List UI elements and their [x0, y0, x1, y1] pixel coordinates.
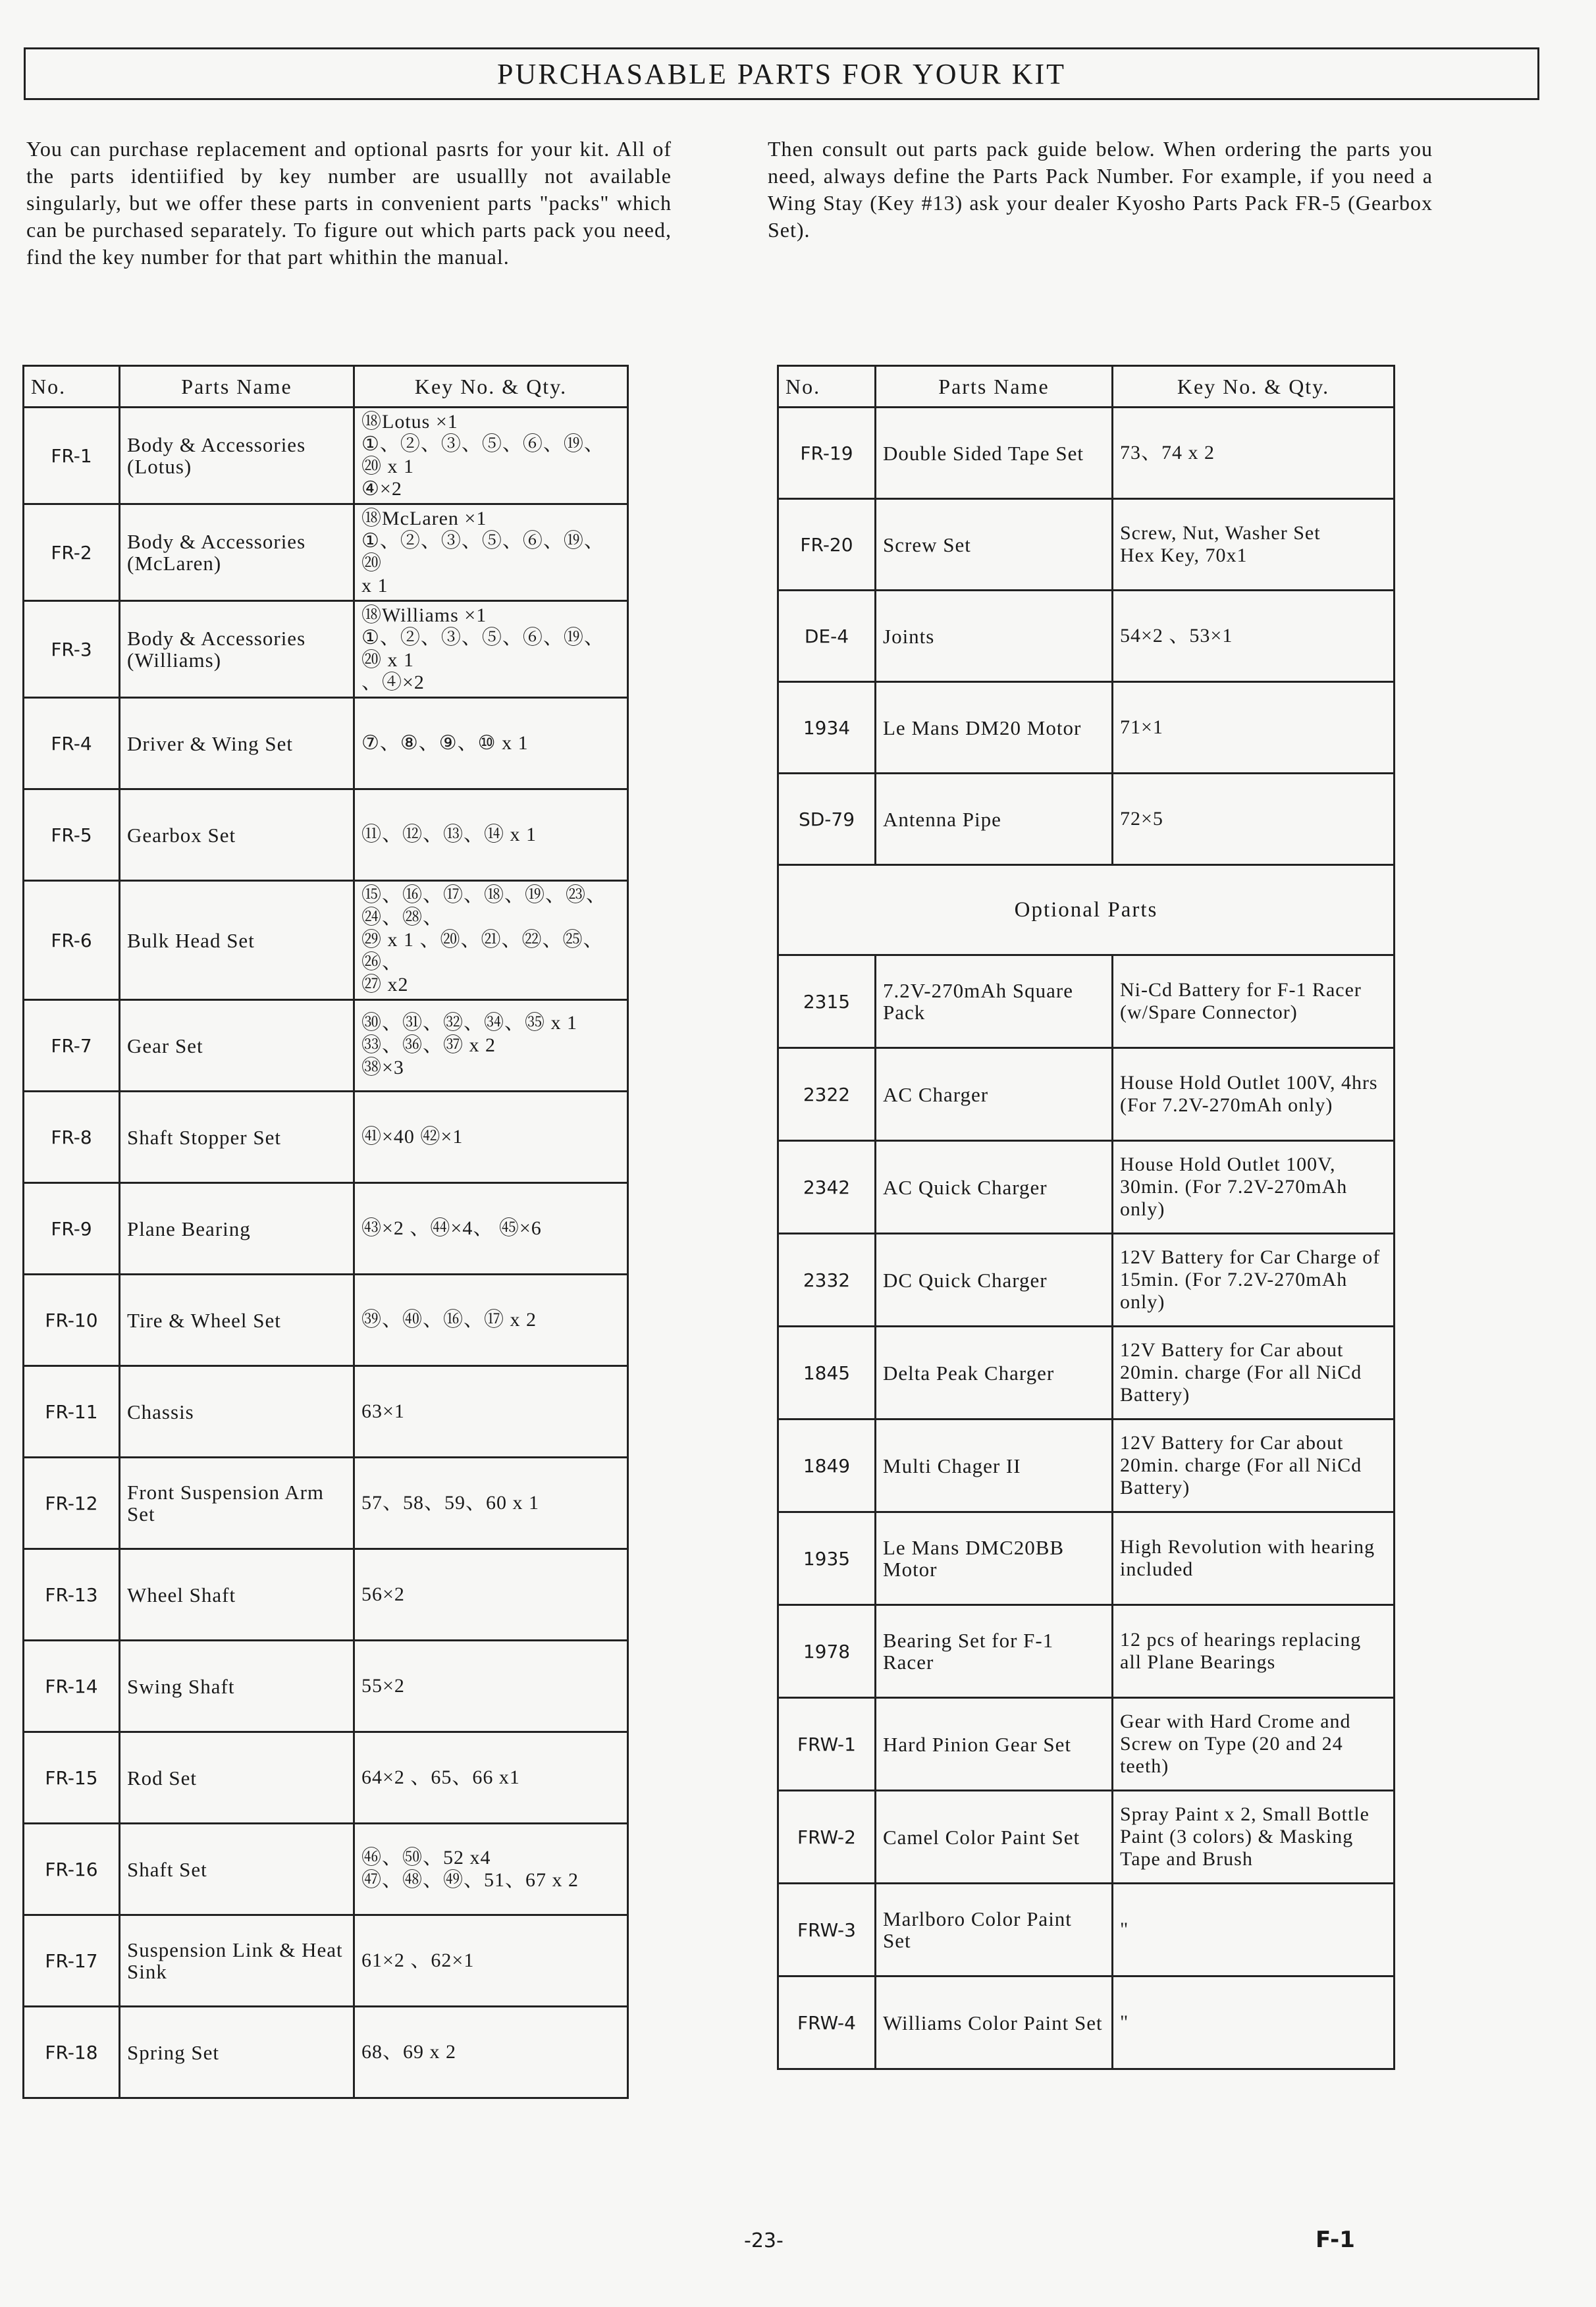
part-name: Le Mans DM20 Motor — [876, 682, 1113, 774]
table-row — [24, 1824, 628, 1915]
table-row — [24, 789, 628, 881]
table-row — [778, 1976, 1395, 2069]
parts-table-right-body — [778, 408, 1395, 2069]
key-quantity: 12 pcs of hearings replacing all Plane Bearings — [1113, 1605, 1395, 1698]
key-quantity: 64×2 、65、66 x1 — [354, 1732, 628, 1824]
part-name: Gearbox Set — [120, 789, 354, 881]
part-name: Joints — [876, 591, 1113, 682]
part-number: FRW-4 — [778, 1976, 876, 2069]
key-quantity: " — [1113, 1976, 1395, 2069]
table-row — [24, 1092, 628, 1183]
part-number: 2332 — [778, 1234, 876, 1327]
key-quantity: 12V Battery for Car Charge of 15min. (For 7.2V-270mAh only) — [1113, 1234, 1395, 1327]
table-row — [24, 504, 628, 601]
part-name: Camel Color Paint Set — [876, 1791, 1113, 1884]
key-quantity: ㊸×2 、㊹×4、 ㊺×6 — [354, 1183, 628, 1275]
part-name: Shaft Set — [120, 1824, 354, 1915]
part-name: Body & Accessories (Williams) — [120, 601, 354, 698]
key-quantity: ㊴、㊵、⑯、⑰ x 2 — [354, 1275, 628, 1366]
table-row — [24, 2007, 628, 2098]
key-quantity: ⑪、⑫、⑬、⑭ x 1 — [354, 789, 628, 881]
table-row — [778, 774, 1395, 865]
part-name: Gear Set — [120, 1000, 354, 1092]
part-number: FR-5 — [24, 789, 120, 881]
part-number: FR-8 — [24, 1092, 120, 1183]
part-number: FR-2 — [24, 504, 120, 601]
part-name: AC Quick Charger — [876, 1141, 1113, 1234]
part-name: Plane Bearing — [120, 1183, 354, 1275]
part-name: Screw Set — [876, 499, 1113, 591]
part-name: Bulk Head Set — [120, 881, 354, 1000]
key-quantity: 68、69 x 2 — [354, 2007, 628, 2098]
key-quantity: Spray Paint x 2, Small Bottle Paint (3 colors) & Masking Tape and Brush — [1113, 1791, 1395, 1884]
table-row — [24, 1458, 628, 1549]
part-name: Body & Accessories (McLaren) — [120, 504, 354, 601]
intro-paragraph-right: Then consult out parts pack guide below. When ordering the parts you need, always define the Parts Pack Number. For example, if you need a Wing Stay (Key #13) ask your dealer Kyosho Parts Pack FR-5 (Gearbox Set). — [768, 137, 1433, 242]
part-number: 2322 — [778, 1048, 876, 1141]
part-number: FR-1 — [24, 408, 120, 504]
table-row — [778, 408, 1395, 499]
part-number: FR-19 — [778, 408, 876, 499]
part-number: 1849 — [778, 1419, 876, 1512]
key-quantity: House Hold Outlet 100V, 4hrs (For 7.2V-270mAh only) — [1113, 1048, 1395, 1141]
part-number: FR-15 — [24, 1732, 120, 1824]
key-quantity: ㊻、㊿、52 x4 ㊼、㊽、㊾、51、67 x 2 — [354, 1824, 628, 1915]
key-quantity: ㉚、㉛、㉜、㉞、㉟ x 1 ㉝、㊱、㊲ x 2 ㊳×3 — [354, 1000, 628, 1092]
table-header-row — [778, 366, 1395, 408]
parts-table-right — [777, 365, 1395, 2070]
part-name: Marlboro Color Paint Set — [876, 1884, 1113, 1976]
part-number: 1845 — [778, 1327, 876, 1419]
header-key-qty: Key No. & Qty. — [1113, 366, 1395, 408]
key-quantity: ⑦、⑧、⑨、⑩ x 1 — [354, 698, 628, 789]
part-name: Suspension Link & Heat Sink — [120, 1915, 354, 2007]
table-row — [24, 1641, 628, 1732]
parts-table-left — [22, 365, 629, 2099]
key-quantity: " — [1113, 1884, 1395, 1976]
table-row — [778, 499, 1395, 591]
key-quantity: ⑮、⑯、⑰、⑱、⑲、㉓、㉔、㉘、 ㉙ x 1 、⑳、㉑、㉒、㉕、㉖、 ㉗ x2 — [354, 881, 628, 1000]
table-row — [778, 1791, 1395, 1884]
intro-paragraph-left: You can purchase replacement and optional pasrts for your kit. All of the parts identiified by key number are usuallly not available singularly, but we offer these parts in convenient parts "packs" which can be purchased separately. To figure out which parts pack you need, find the key number for that part whithin the manual. — [26, 137, 672, 269]
part-name: Spring Set — [120, 2007, 354, 2098]
table-row — [24, 698, 628, 789]
part-name: Le Mans DMC20BB Motor — [876, 1512, 1113, 1605]
page-title: PURCHASABLE PARTS FOR YOUR KIT — [24, 47, 1539, 100]
table-row — [24, 1549, 628, 1641]
part-name: Wheel Shaft — [120, 1549, 354, 1641]
part-number: FR-16 — [24, 1824, 120, 1915]
header-parts-name: Parts Name — [120, 366, 354, 408]
section-code: F-1 — [1316, 2227, 1355, 2253]
key-quantity: Ni-Cd Battery for F-1 Racer (w/Spare Connector) — [1113, 955, 1395, 1048]
part-number: FRW-3 — [778, 1884, 876, 1976]
part-number: FR-10 — [24, 1275, 120, 1366]
part-number: FR-3 — [24, 601, 120, 698]
header-no: No. — [24, 366, 120, 408]
key-quantity: 61×2 、62×1 — [354, 1915, 628, 2007]
part-number: FR-6 — [24, 881, 120, 1000]
key-quantity: House Hold Outlet 100V, 30min. (For 7.2V-270mAh only) — [1113, 1141, 1395, 1234]
parts-table-left-body — [24, 408, 628, 2098]
table-row — [778, 1698, 1395, 1791]
part-name: Chassis — [120, 1366, 354, 1458]
header-key-qty: Key No. & Qty. — [354, 366, 628, 408]
part-name: Bearing Set for F-1 Racer — [876, 1605, 1113, 1698]
table-header-row — [24, 366, 628, 408]
table-row — [24, 1275, 628, 1366]
part-number: 2342 — [778, 1141, 876, 1234]
key-quantity: High Revolution with hearing included — [1113, 1512, 1395, 1605]
part-name: DC Quick Charger — [876, 1234, 1113, 1327]
table-row — [24, 408, 628, 504]
table-row — [778, 1419, 1395, 1512]
table-row — [778, 1512, 1395, 1605]
part-number: 2315 — [778, 955, 876, 1048]
table-row — [24, 1915, 628, 2007]
part-name: Delta Peak Charger — [876, 1327, 1113, 1419]
part-name: AC Charger — [876, 1048, 1113, 1141]
part-number: FRW-1 — [778, 1698, 876, 1791]
part-number: SD-79 — [778, 774, 876, 865]
table-row — [778, 1141, 1395, 1234]
table-row — [24, 1366, 628, 1458]
key-quantity: 71×1 — [1113, 682, 1395, 774]
key-quantity: 73、74 x 2 — [1113, 408, 1395, 499]
part-name: Shaft Stopper Set — [120, 1092, 354, 1183]
part-name: Tire & Wheel Set — [120, 1275, 354, 1366]
key-quantity: 12V Battery for Car about 20min. charge (For all NiCd Battery) — [1113, 1419, 1395, 1512]
part-name: Body & Accessories (Lotus) — [120, 408, 354, 504]
key-quantity: 63×1 — [354, 1366, 628, 1458]
part-number: FR-4 — [24, 698, 120, 789]
key-quantity: ⑱McLaren ×1 ①、②、③、⑤、⑥、⑲、⑳ x 1 — [354, 504, 628, 601]
key-quantity: Screw, Nut, Washer Set Hex Key, 70x1 — [1113, 499, 1395, 591]
part-number: FR-7 — [24, 1000, 120, 1092]
part-number: 1934 — [778, 682, 876, 774]
part-number: FR-17 — [24, 1915, 120, 2007]
part-number: FR-18 — [24, 2007, 120, 2098]
part-number: FR-20 — [778, 499, 876, 591]
key-quantity: 72×5 — [1113, 774, 1395, 865]
part-number: FR-14 — [24, 1641, 120, 1732]
header-parts-name: Parts Name — [876, 366, 1113, 408]
table-row — [24, 1183, 628, 1275]
table-row — [778, 955, 1395, 1048]
part-name: Driver & Wing Set — [120, 698, 354, 789]
part-name: Double Sided Tape Set — [876, 408, 1113, 499]
table-row — [778, 1884, 1395, 1976]
table-row — [24, 881, 628, 1000]
optional-parts-label: Optional Parts — [778, 865, 1395, 955]
table-row — [24, 601, 628, 698]
key-quantity: 57、58、59、60 x 1 — [354, 1458, 628, 1549]
part-number: FR-9 — [24, 1183, 120, 1275]
key-quantity: Gear with Hard Crome and Screw on Type (20 and 24 teeth) — [1113, 1698, 1395, 1791]
part-name: Hard Pinion Gear Set — [876, 1698, 1113, 1791]
part-name: Williams Color Paint Set — [876, 1976, 1113, 2069]
part-name: Rod Set — [120, 1732, 354, 1824]
key-quantity: ⑱Lotus ×1 ①、②、③、⑤、⑥、⑲、⑳ x 1 ④×2 — [354, 408, 628, 504]
part-name: Multi Chager II — [876, 1419, 1113, 1512]
part-name: Antenna Pipe — [876, 774, 1113, 865]
table-row — [778, 1234, 1395, 1327]
optional-parts-header-row — [778, 865, 1395, 955]
key-quantity: 56×2 — [354, 1549, 628, 1641]
key-quantity: 54×2 、53×1 — [1113, 591, 1395, 682]
part-number: DE-4 — [778, 591, 876, 682]
part-name: Front Suspension Arm Set — [120, 1458, 354, 1549]
part-number: 1978 — [778, 1605, 876, 1698]
part-name: Swing Shaft — [120, 1641, 354, 1732]
part-number: FRW-2 — [778, 1791, 876, 1884]
key-quantity: 12V Battery for Car about 20min. charge (For all NiCd Battery) — [1113, 1327, 1395, 1419]
key-quantity: ⑱Williams ×1 ①、②、③、⑤、⑥、⑲、⑳ x 1 、④×2 — [354, 601, 628, 698]
key-quantity: 55×2 — [354, 1641, 628, 1732]
table-row — [24, 1732, 628, 1824]
header-no: No. — [778, 366, 876, 408]
table-row — [778, 1327, 1395, 1419]
part-name: 7.2V-270mAh Square Pack — [876, 955, 1113, 1048]
table-row — [778, 1605, 1395, 1698]
table-row — [778, 682, 1395, 774]
table-row — [778, 591, 1395, 682]
part-number: FR-12 — [24, 1458, 120, 1549]
part-number: FR-13 — [24, 1549, 120, 1641]
part-number: FR-11 — [24, 1366, 120, 1458]
table-row — [778, 1048, 1395, 1141]
page-number: -23- — [744, 2229, 784, 2252]
key-quantity: ㊶×40 ㊷×1 — [354, 1092, 628, 1183]
table-row — [24, 1000, 628, 1092]
part-number: 1935 — [778, 1512, 876, 1605]
